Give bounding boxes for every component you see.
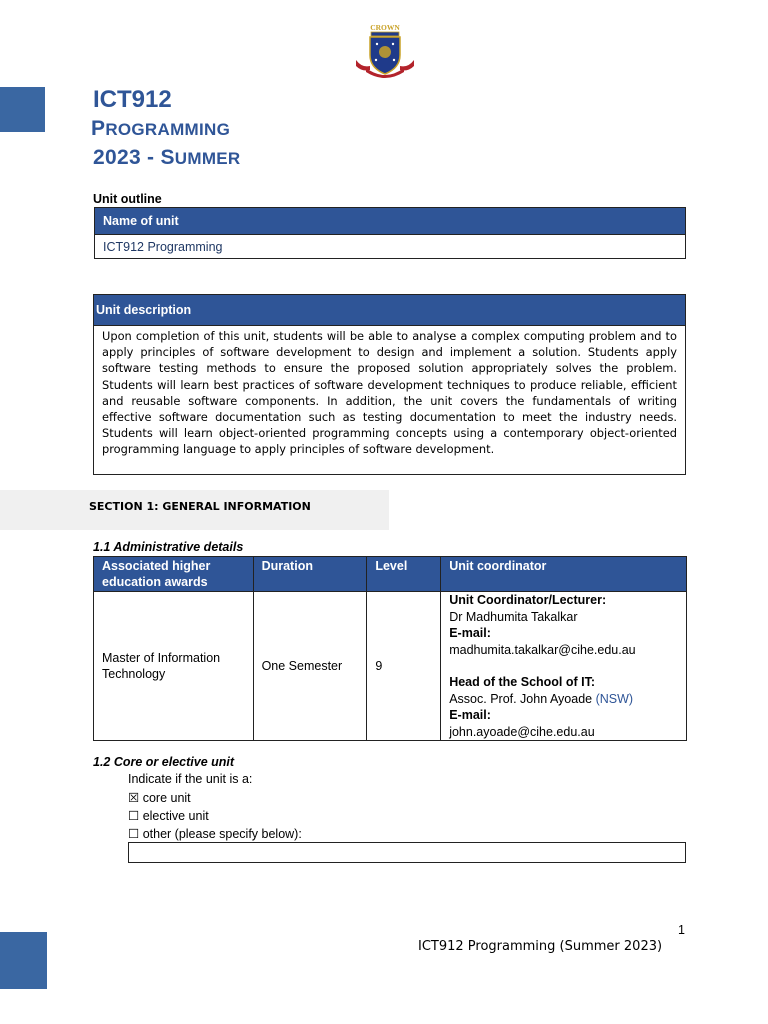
unit-description-header: Unit description — [94, 295, 685, 326]
page-number: 1 — [678, 923, 685, 937]
header-awards: Associated higher education awards — [94, 557, 254, 592]
side-accent-square-bottom — [0, 932, 47, 989]
head-of-school-name-line — [449, 691, 678, 708]
header-unit-coordinator: Unit coordinator — [441, 557, 687, 592]
term-rest: UMMER — [174, 149, 241, 168]
unit-outline-label: Unit outline — [93, 192, 162, 206]
coordinator-email: madhumita.takalkar@cihe.edu.au — [449, 642, 636, 657]
coordinator-label: Unit Coordinator/Lecturer: — [449, 593, 607, 607]
unit-name-initial: P — [91, 117, 106, 140]
other-specify-field[interactable] — [128, 842, 686, 863]
unit-name-value: ICT912 Programming — [103, 240, 223, 254]
unit-name-header: Name of unit — [95, 208, 685, 235]
term-title — [93, 146, 241, 170]
coordinator-email-label: E-mail: — [449, 626, 491, 640]
option-core-unit[interactable] — [128, 790, 191, 805]
empty-checkbox-icon[interactable]: ☐ — [128, 809, 140, 823]
head-of-school-label: Head of the School of IT: — [449, 675, 596, 689]
head-of-school-location: (NSW) — [595, 691, 634, 706]
option-elective-unit[interactable] — [128, 808, 209, 823]
option-label: other (please specify below): — [142, 827, 302, 841]
unit-description-table — [93, 294, 686, 475]
section-1-title: SECTION 1: GENERAL INFORMATION — [89, 500, 311, 513]
header-duration: Duration — [253, 557, 367, 592]
term-prefix: 2023 - — [93, 146, 161, 169]
administrative-details-table — [93, 556, 687, 741]
unit-code-title: ICT912 — [93, 86, 172, 113]
header-level: Level — [367, 557, 441, 592]
checked-checkbox-icon[interactable]: ☒ — [128, 791, 140, 805]
term-initial: S — [160, 146, 175, 169]
level-cell: 9 — [367, 592, 441, 741]
award-cell: Master of Information Technology — [94, 592, 254, 741]
unit-description-text: Upon completion of this unit, students will be able to analyse a complex computing problem and to apply principles of software development to design and implement a solution. Students apply software testing methods to ensure the proposed solution appropriately solves the problem. Students will learn best practices of software development techniques to produce reliable, efficient and reusable software components. In addition, the unit covers the fundamentals of writing effective software documentation such as testing documentation to meet the industry needs. Students will learn object-oriented programming concepts using a contemporary object-oriented programming language to apply principles of software development. — [102, 329, 677, 457]
unit-name-table — [94, 207, 686, 259]
option-other[interactable] — [128, 826, 302, 841]
footer-text: ICT912 Programming (Summer 2023) — [418, 939, 663, 954]
head-email: john.ayoade@cihe.edu.au — [449, 724, 595, 739]
administrative-details-title: 1.1 Administrative details — [93, 540, 244, 554]
admin-table-header-row — [94, 557, 687, 592]
side-accent-square-top — [0, 87, 45, 132]
unit-name-rest: ROGRAMMING — [105, 120, 231, 139]
empty-checkbox-icon[interactable]: ☐ — [128, 827, 140, 841]
admin-table-row — [94, 592, 687, 741]
logo-text: CROWN — [370, 23, 400, 32]
option-label: core unit — [142, 791, 191, 805]
unit-name-title — [91, 117, 230, 141]
indicate-text: Indicate if the unit is a: — [128, 772, 253, 786]
core-elective-title: 1.2 Core or elective unit — [93, 755, 235, 769]
head-of-school-name: Assoc. Prof. John Ayoade — [449, 691, 593, 706]
head-email-label: E-mail: — [449, 708, 491, 722]
coordinator-name: Dr Madhumita Takalkar — [449, 609, 578, 624]
duration-cell: One Semester — [253, 592, 367, 741]
crown-institute-logo — [352, 22, 418, 82]
option-label: elective unit — [142, 809, 209, 823]
coordinator-cell — [441, 592, 687, 741]
